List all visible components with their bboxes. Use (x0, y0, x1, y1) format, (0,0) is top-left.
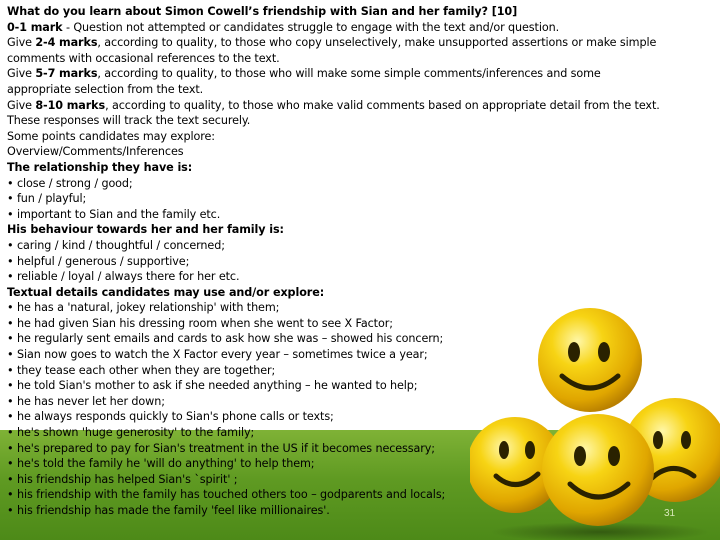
mark-band-label: 8-10 marks (35, 98, 106, 112)
mark-band-label: 2-4 marks (35, 36, 98, 50)
mark-band-0-1 (7, 20, 719, 36)
list-item: • they tease each other when they are together; (7, 363, 276, 377)
list-item: • Sian now goes to watch the X Factor every year – sometimes twice a year; (7, 348, 428, 362)
list-item: • fun / playful; (7, 192, 87, 206)
list-item: • reliable / loyal / always there for her etc. (7, 270, 240, 284)
list-item: • he's prepared to pay for Sian's treatment in the US if it becomes necessary; (7, 441, 435, 455)
list-item: • he regularly sent emails and cards to ask how she was – showed his concern; (7, 332, 444, 346)
mark-band-8-10-cont: These responses will track the text securely. (7, 114, 251, 128)
question-heading: What do you learn about Simon Cowell’s friendship with Sian and her family? [10] (7, 5, 518, 18)
mark-band-text: - Question not attempted or candidates struggle to engage with the text and/or question. (62, 20, 560, 34)
intro-line: Overview/Comments/Inferences (7, 145, 184, 159)
textual-heading: Textual details candidates may use and/or explore: (7, 285, 325, 299)
mark-band-text: , according to quality, to those who make valid comments based on appropriate detail from the text. (105, 98, 660, 112)
behaviour-heading: His behaviour towards her and her family is: (7, 223, 284, 237)
list-item: • he has never let her down; (7, 394, 165, 408)
relationship-heading: The relationship they have is: (7, 160, 193, 174)
list-item: • his friendship has helped Sian's `spirit' ; (7, 472, 238, 486)
mark-band-prefix: Give (7, 67, 36, 81)
list-item: • he's shown 'huge generosity' to the family; (7, 426, 255, 440)
mark-band-8-10 (7, 98, 719, 114)
list-item: • he had given Sian his dressing room when she went to see X Factor; (7, 316, 393, 330)
list-item: • caring / kind / thoughtful / concerned; (7, 238, 225, 252)
list-item: • he's told the family he 'will do anything' to help them; (7, 457, 315, 471)
mark-band-label: 5-7 marks (35, 67, 98, 81)
mark-band-prefix: Give (7, 36, 36, 50)
list-item: • he told Sian's mother to ask if she needed anything – he wanted to help; (7, 379, 418, 393)
mark-band-text: , according to quality, to those who copy unselectively, make unsupported assertions or make simple (97, 36, 657, 50)
list-item: • helpful / generous / supportive; (7, 254, 190, 268)
mark-band-5-7 (7, 66, 719, 82)
list-item: • close / strong / good; (7, 176, 133, 190)
list-item: • he has a 'natural, jokey relationship' with them; (7, 301, 280, 315)
mark-band-5-7-cont: appropriate selection from the text. (7, 82, 204, 96)
mark-band-2-4 (7, 35, 719, 51)
list-item: • his friendship with the family has touched others too – godparents and locals; (7, 488, 446, 502)
intro-line: Some points candidates may explore: (7, 129, 215, 143)
list-item: • he always responds quickly to Sian's phone calls or texts; (7, 410, 334, 424)
mark-band-prefix: Give (7, 98, 36, 112)
mark-band-text: , according to quality, to those who will make some simple comments/inferences and some (97, 67, 601, 81)
list-item: • his friendship has made the family 'feel like millionaires'. (7, 504, 330, 517)
mark-band-label: 0-1 mark (7, 20, 63, 34)
list-item: • important to Sian and the family etc. (7, 207, 221, 221)
page-number: 31 (664, 508, 676, 519)
mark-band-2-4-cont: comments with occasional references to the text. (7, 51, 280, 65)
mark-scheme-text (7, 4, 719, 519)
